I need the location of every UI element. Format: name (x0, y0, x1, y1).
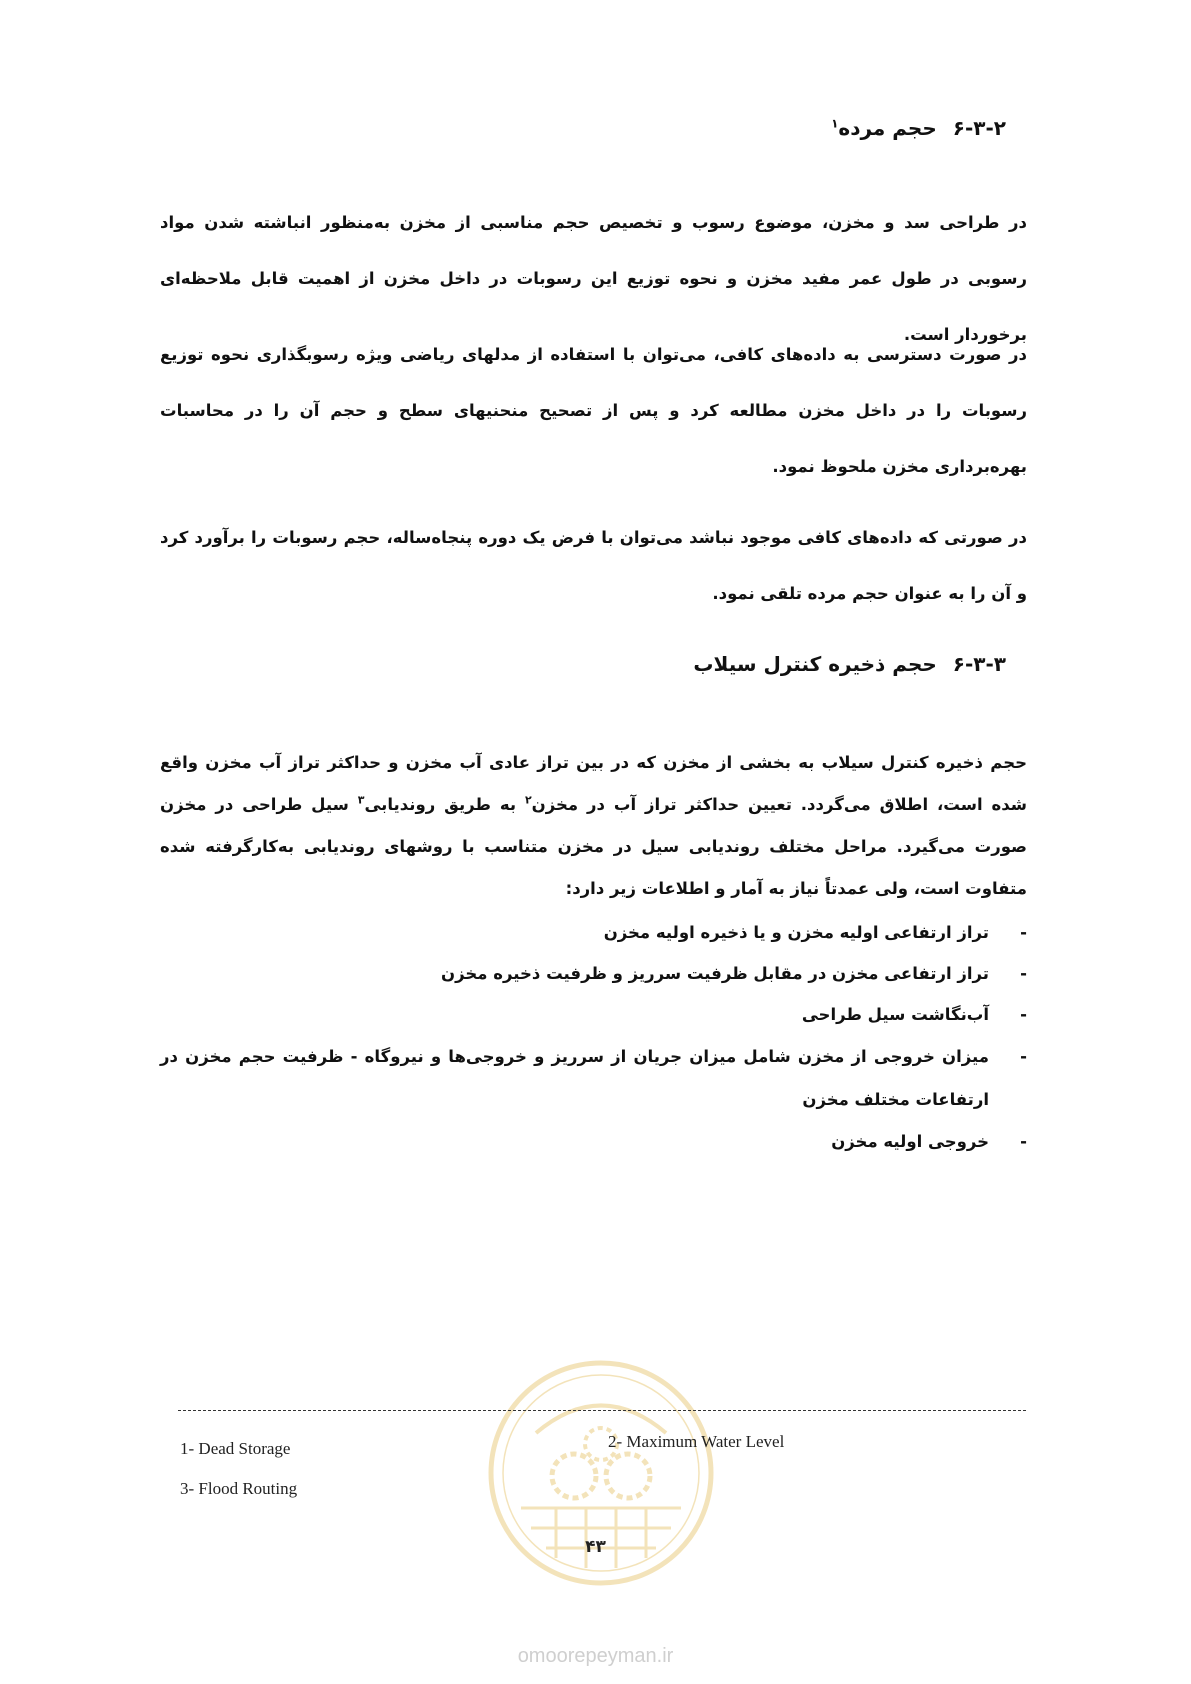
section-number: ۶-۳-۲ (952, 116, 1006, 140)
list-item-text: خروجی اولیه مخزن (831, 1132, 989, 1151)
page-number: ۴۳ (585, 1537, 606, 1557)
list-item-text: میزان خروجی از مخزن شامل میزان جریان از سرریز و خروجی‌ها و نیروگاه - ظرفیت حجم مخزن در ارتفاعات مختلف مخزن (160, 1047, 989, 1109)
list-item (160, 1035, 1027, 1121)
list-item-text: تراز ارتفاعی مخزن در مقابل ظرفیت سرریز و ظرفیت ذخیره مخزن (441, 964, 989, 983)
paragraph-text: سیل طراحی در مخزن صورت می‌گیرد. مراحل مختلف روندیابی سیل در مخزن متناسب با روشهای روندیابی به‌کارگرفته شده متفاوت است، ولی عمدتاً نیاز به آمار و اطلاعات زیر دارد: (160, 795, 1027, 898)
list-dash: - (1020, 1132, 1027, 1151)
footnote-divider (178, 1410, 1026, 1411)
section-title: حجم مرده (838, 116, 937, 140)
section-title: حجم ذخیره کنترل سیلاب (693, 652, 937, 676)
section-number: ۶-۳-۳ (952, 652, 1006, 676)
paragraph: در طراحی سد و مخزن، موضوع رسوب و تخصیص حجم مناسبی از مخزن به‌منظور انباشته شدن مواد رسوبی در طول عمر مفید مخزن و نحوه توزیع این رسوبات در داخل مخزن از اهمیت قابل ملاحظه‌ای برخوردار است. (160, 213, 1027, 344)
paragraph (160, 742, 1027, 910)
list-item (160, 994, 1027, 1035)
watermark-url: omoorepeyman.ir (517, 1645, 674, 1667)
paragraph: در صورت دسترسی به داده‌های کافی، می‌توان با استفاده از مدلهای ریاضی ویژه رسوبگذاری نحوه توزیع رسوبات را در داخل مخزن مطالعه کرد و پس از تصحیح منحنیهای سطح و حجم آن را در محاسبات بهره‌برداری مخزن ملحوظ نمود. (160, 345, 1027, 476)
footnote-2: 2- Maximum Water Level (608, 1432, 785, 1451)
list-dash: - (1020, 1005, 1027, 1024)
footnote-3: 3- Flood Routing (180, 1479, 298, 1498)
section-heading-flood-control (693, 652, 1006, 676)
footnote-marker: ۱ (831, 116, 839, 131)
list-item-text: آب‌نگاشت سیل طراحی (801, 1005, 989, 1024)
footnote-marker: ۲ (524, 793, 532, 807)
list-dash: - (1020, 923, 1027, 942)
paragraph: در صورتی که داده‌های کافی موجود نباشد می‌توان با فرض یک دوره پنجاه‌ساله، حجم رسوبات را برآورد کرد و آن را به عنوان حجم مرده تلقی نمود. (160, 528, 1027, 603)
paragraph-text: به طریق روندیابی (364, 795, 525, 814)
footnote-marker: ۳ (357, 793, 365, 807)
list-item (160, 1121, 1027, 1162)
list-item-text: تراز ارتفاعی اولیه مخزن و یا ذخیره اولیه مخزن (603, 923, 989, 942)
section-heading-dead-storage (831, 116, 1006, 140)
list-dash: - (1020, 1047, 1027, 1066)
requirements-list (160, 912, 1027, 1162)
list-item (160, 912, 1027, 953)
list-item (160, 953, 1027, 994)
list-dash: - (1020, 964, 1027, 983)
paragraph-text: حجم ذخیره کنترل سیلاب به بخشی از مخزن که در بین تراز عادی آب مخزن و حداکثر تراز آب مخزن واقع شده است، اطلاق می‌گردد. تعیین حداکثر تراز آب در مخزن (160, 753, 1027, 814)
footnote-1: 1- Dead Storage (180, 1439, 291, 1458)
